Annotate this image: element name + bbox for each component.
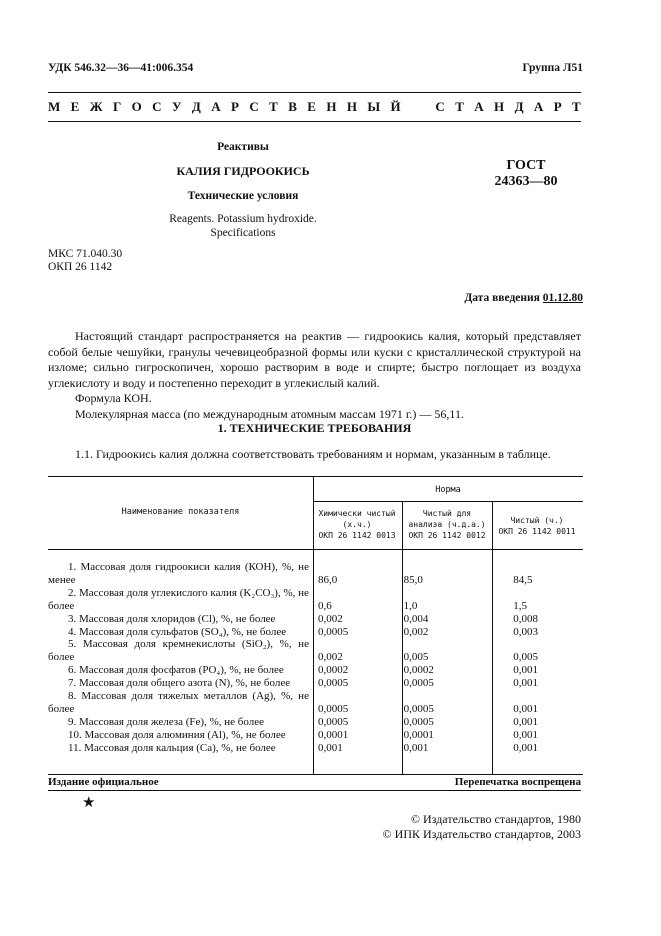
norm-value-v2: 0,005 (403, 651, 429, 664)
indicator-name: 2. Массовая доля углекислого калия (K₂CO₃), %, не более (48, 586, 309, 612)
banner-letter: В (288, 99, 297, 114)
official-edition-label: Издание официальное (48, 776, 159, 788)
banner-letter: Е (307, 99, 316, 114)
indicator-name: 3. Массовая доля хлоридов (Cl), %, не более (68, 612, 276, 625)
banner-letter: Н (326, 99, 337, 114)
banner-letter: А (533, 99, 544, 114)
interstate-standard-banner (48, 99, 581, 115)
banner-letter: О (131, 99, 142, 114)
norm-value-v1: 0,0005 (317, 702, 349, 715)
banner-letter: С (249, 99, 259, 114)
banner-letter: Й (390, 99, 401, 114)
banner-letter: Т (572, 99, 581, 114)
english-title-line1: Reagents. Potassium hydroxide. (169, 213, 317, 225)
norm-value-v2: 0,001 (403, 741, 429, 754)
banner-letter: Д (191, 99, 201, 114)
indicator-name: 10. Массовая доля алюминия (Al), %, не более (68, 728, 286, 741)
gost-code: 24363—80 (494, 174, 558, 189)
copyright-line: © Издательство стандартов, 1980 (410, 812, 581, 826)
clause-1-1: 1.1. Гидроокись калия должна соответствовать требованиям и нормам, указанным в таблице. (75, 447, 551, 461)
table-row (48, 729, 583, 742)
banner-letter: А (474, 99, 484, 114)
norm-value-v1: 0,0001 (317, 728, 349, 741)
indicator-name: 11. Массовая доля кальция (Ca), %, не более (68, 741, 276, 754)
norm-value-v2: 0,0005 (403, 715, 434, 728)
header-line: ОКП 26 1142 0012 (408, 531, 486, 540)
indicator-name: 7. Массовая доля общего азота (N), %, не более (68, 677, 291, 690)
section-title: 1. ТЕХНИЧЕСКИЕ ТРЕБОВАНИЯ (217, 421, 412, 435)
norm-header-rule (313, 501, 583, 502)
indicator-name: 6. Массовая доля фосфатов (PO₄), %, не более (68, 664, 284, 677)
header-line: (х.ч.) (342, 520, 372, 529)
okp-code: ОКП 26 1142 (48, 261, 113, 273)
banner-letter: Ж (89, 99, 103, 114)
mks-code: МКС 71.040.30 (48, 248, 123, 260)
norm-value-v1: 0,002 (317, 612, 343, 625)
column-header-grade-3 (493, 515, 581, 537)
norm-value-v2: 85,0 (403, 573, 423, 586)
banner-letter: У (171, 99, 182, 114)
norm-value-v1: 0,0005 (317, 677, 349, 690)
banner-letter: Т (269, 99, 278, 114)
norm-value-v1: 0,001 (317, 741, 343, 754)
udk-code: УДК 546.32—36—41:006.354 (48, 62, 194, 74)
norm-value-v2: 1,0 (403, 599, 418, 612)
effective-date (464, 292, 583, 304)
norm-value-v3: 0,001 (513, 741, 539, 754)
molecular-mass-paragraph: Молекулярная масса (по международным атомным массам 1971 г.) — 56,11. (75, 406, 464, 421)
star-icon: ★ (82, 795, 96, 811)
banner-letter: Н (494, 99, 505, 114)
copyright-block (383, 812, 581, 842)
norm-value-v2: 0,0005 (403, 702, 434, 715)
banner-letter: Е (70, 99, 80, 114)
norm-value-v3: 0,001 (513, 677, 539, 690)
norm-value-v2: 0,0002 (403, 664, 434, 677)
copyright-line: © ИПК Издательство стандартов, 2003 (382, 827, 581, 841)
effective-date-label: Дата введения (464, 292, 543, 304)
table-row (48, 638, 583, 664)
header-line: ОКП 26 1142 0011 (498, 527, 576, 536)
banner-letter: С (435, 99, 445, 114)
banner-letter: Р (231, 99, 239, 114)
formula-paragraph: Формула КОН. (75, 391, 152, 405)
norm-value-v3: 0,001 (513, 664, 539, 677)
table-body (48, 561, 583, 755)
norm-value-v2: 0,002 (403, 625, 429, 638)
footer-rule (48, 790, 581, 791)
introduction (48, 329, 581, 422)
header-line: Химически чистый (318, 509, 396, 518)
indicator-name: 1. Массовая доля гидроокиси калия (КОН), %, не менее (48, 561, 309, 586)
banner-rule (48, 121, 581, 122)
english-title-line2: Specifications (210, 227, 276, 239)
table-row (48, 716, 583, 729)
gost-label: ГОСТ (506, 158, 546, 173)
table-row (48, 561, 583, 587)
indicator-name: 9. Массовая доля железа (Fe), %, не более (68, 715, 264, 728)
table-bottom-rule (48, 774, 583, 775)
banner-letter: Р (553, 99, 562, 114)
gost-number (466, 158, 586, 190)
norm-value-v1: 0,002 (317, 651, 343, 664)
column-header-grade-2 (403, 508, 491, 541)
indicator-name: 8. Массовая доля тяжелых металлов (Ag), %, не более (48, 690, 309, 715)
banner-letter: А (211, 99, 221, 114)
table-row (48, 690, 583, 716)
header-line: ОКП 26 1142 0013 (318, 531, 396, 540)
header-line: анализа (ч.д.а.) (408, 520, 486, 529)
indicator-name: 5. Массовая доля кремнекислоты (SiO₂), %, не более (48, 638, 309, 664)
norm-value-v2: 0,0001 (403, 728, 434, 741)
group-code: Группа Л51 (522, 62, 583, 74)
effective-date-value: 01.12.80 (542, 292, 583, 304)
header-line: Чистый для (422, 509, 472, 518)
banner-letter: Ы (367, 99, 381, 114)
table-row (48, 742, 583, 755)
banner-letter: М (48, 99, 61, 114)
table-row (48, 587, 583, 613)
document-title: КАЛИЯ ГИДРООКИСЬ (176, 164, 310, 178)
column-header-norm: Норма (435, 485, 461, 495)
banner-letter: Д (514, 99, 524, 114)
column-header-grade-1 (313, 508, 401, 541)
table-row (48, 664, 583, 677)
norm-value-v3: 0,008 (513, 612, 539, 625)
banner-letter: Т (455, 99, 464, 114)
norm-value-v2: 0,004 (403, 612, 429, 625)
norm-value-v3: 0,001 (513, 702, 539, 715)
norm-value-v3: 0,001 (513, 728, 539, 741)
column-header-name: Наименование показателя (121, 507, 240, 517)
table-row (48, 613, 583, 626)
norm-value-v1: 0,0002 (317, 664, 349, 677)
intro-paragraph: Настоящий стандарт распространяется на реактив — гидроокись калия, который представляет собой белые чешуйки, гранулы чечевицеобразной формы или куски с кристаллической структурой на изломе; сильно гигроскопичен, хорошо растворим в воде и спирте; быстро поглощает из воздуха углекислоту и воду и постепенно переходит в углекислый калий. (48, 329, 581, 390)
norm-value-v1: 0,0005 (317, 625, 349, 638)
reprint-prohibited-label: Перепечатка воспрещена (454, 776, 581, 788)
norm-value-v1: 0,6 (317, 599, 332, 612)
norm-value-v3: 0,003 (513, 625, 539, 638)
norm-value-v1: 86,0 (317, 573, 338, 586)
norm-value-v3: 1,5 (513, 599, 528, 612)
banner-letter: С (152, 99, 162, 114)
header-line: Чистый (ч.) (510, 516, 564, 525)
classification-codes (48, 248, 122, 274)
norm-value-v2: 0,0005 (403, 677, 434, 690)
indicator-name: 4. Массовая доля сульфатов (SO₄), %, не более (68, 625, 287, 638)
document-subtitle: Технические условия (187, 190, 299, 202)
table-row (48, 626, 583, 639)
norm-value-v1: 0,0005 (317, 715, 349, 728)
banner-letter: Г (112, 99, 122, 114)
norm-value-v3: 0,001 (513, 715, 539, 728)
category-label: Реактивы (217, 141, 269, 153)
table-row (48, 677, 583, 690)
table-header-rule (48, 549, 583, 550)
banner-letter: Н (346, 99, 357, 114)
table-top-rule (48, 476, 583, 477)
banner-gap (411, 99, 425, 115)
norm-value-v3: 0,005 (513, 651, 539, 664)
norm-value-v3: 84,5 (513, 573, 533, 586)
top-rule (48, 92, 581, 93)
